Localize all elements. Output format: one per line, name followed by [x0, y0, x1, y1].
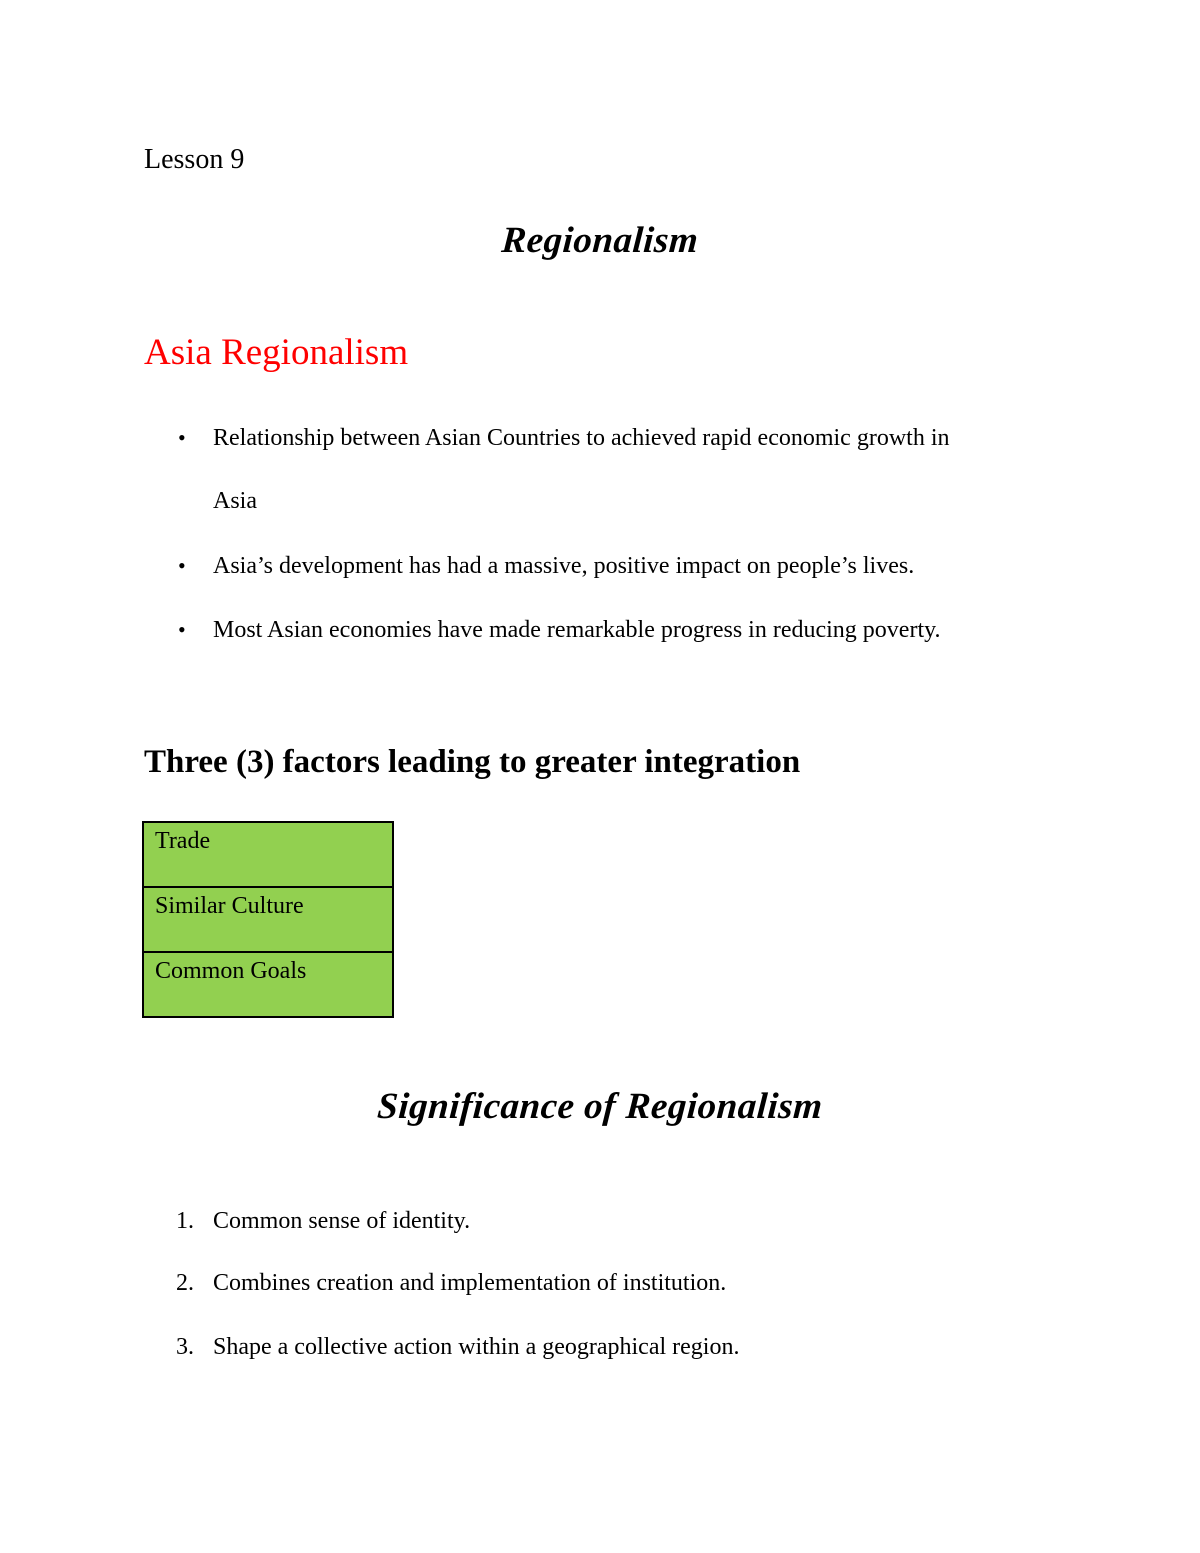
bullet-text-continuation: Asia [213, 488, 257, 514]
factor-cell: Common Goals [143, 952, 393, 1017]
list-item-text: Common sense of identity. [213, 1208, 471, 1234]
factor-cell: Similar Culture [143, 887, 393, 952]
bullet-dot-icon: • [178, 425, 186, 450]
significance-title: Significance of Regionalism [376, 1086, 825, 1127]
table-row [143, 952, 393, 1017]
bullet-text: Asia’s development has had a massive, positive impact on people’s lives. [213, 553, 915, 579]
factors-table [142, 821, 394, 1018]
list-item-text: Shape a collective action within a geographical region. [213, 1334, 740, 1360]
page-title: Regionalism [500, 220, 700, 261]
bullet-text: Most Asian economies have made remarkable progress in reducing poverty. [213, 617, 941, 643]
table-row [143, 887, 393, 952]
list-number: 3. [176, 1334, 194, 1360]
bullet-dot-icon: • [178, 553, 186, 578]
list-number: 1. [176, 1208, 194, 1234]
lesson-label: Lesson 9 [144, 144, 245, 175]
bullet-text: Relationship between Asian Countries to achieved rapid economic growth in [213, 425, 950, 451]
factor-cell: Trade [143, 822, 393, 887]
bullet-dot-icon: • [178, 617, 186, 642]
asia-regionalism-heading: Asia Regionalism [144, 332, 409, 373]
table-row [143, 822, 393, 887]
integration-factors-heading: Three (3) factors leading to greater integration [144, 744, 801, 780]
list-number: 2. [176, 1270, 194, 1296]
list-item-text: Combines creation and implementation of institution. [213, 1270, 727, 1296]
